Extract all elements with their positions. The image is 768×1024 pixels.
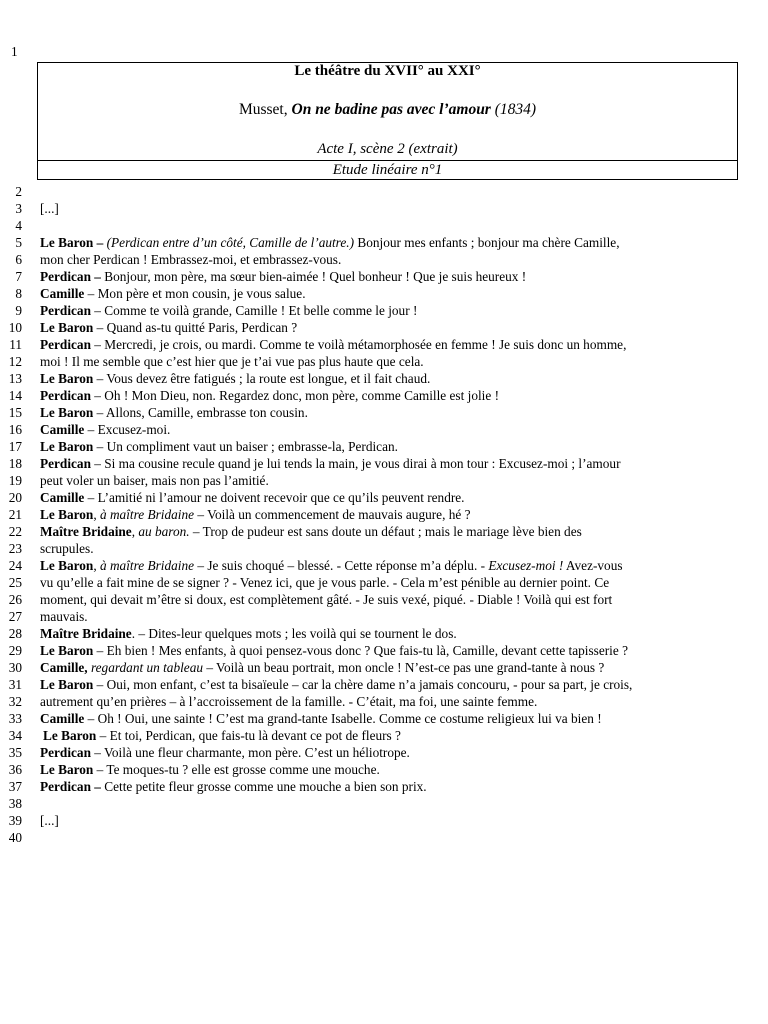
line-text xyxy=(40,455,744,472)
stage-direction: Excusez-moi ! xyxy=(488,558,564,573)
line-text xyxy=(40,404,744,421)
text-line xyxy=(0,659,768,676)
line-number: 12 xyxy=(8,354,22,369)
line-text xyxy=(40,489,744,506)
speaker-name: Le Baron xyxy=(40,507,94,522)
dialogue-text: moi ! Il me semble que c’est hier que je t’ai vue pas plus haute que cela. xyxy=(40,354,424,369)
dialogue-text: Avez-vous xyxy=(563,558,623,573)
line-text xyxy=(40,387,744,404)
text-line xyxy=(0,574,768,591)
dialogue-text: – Voilà un beau portrait, mon oncle ! N’est-ce pas une grand-tante à nous ? xyxy=(203,660,605,675)
dialogue-text: [...] xyxy=(40,813,59,828)
speaker-name: Le Baron xyxy=(40,439,94,454)
dialogue-text: – Voilà une fleur charmante, mon père. C’est un héliotrope. xyxy=(90,745,410,760)
line-number: 14 xyxy=(8,388,22,403)
text-line xyxy=(0,285,768,302)
line-number: 3 xyxy=(15,201,22,216)
line-number: 39 xyxy=(8,813,22,828)
text-line xyxy=(0,489,768,506)
line-text xyxy=(40,642,744,659)
text-line xyxy=(0,557,768,574)
line-number: 24 xyxy=(8,558,22,573)
text-line xyxy=(0,608,768,625)
dialogue-text: – L’amitié ni l’amour ne doivent recevoir que ce qu’ils peuvent rendre. xyxy=(84,490,465,505)
text-line xyxy=(0,472,768,489)
text-body xyxy=(0,183,768,846)
dialogue-text: – Oh ! Mon Dieu, non. Regardez donc, mon père, comme Camille est jolie ! xyxy=(90,388,500,403)
line-number: 18 xyxy=(8,456,22,471)
work-year: (1834) xyxy=(490,101,537,118)
speaker-name: Perdican xyxy=(40,456,91,471)
text-line xyxy=(0,404,768,421)
dialogue-text: – Je suis choqué – blessé. - Cette réponse m’a déplu. - xyxy=(194,558,489,573)
line-text xyxy=(40,336,744,353)
line-text xyxy=(40,557,744,574)
line-text xyxy=(40,319,744,336)
stage-direction: à maître Bridaine xyxy=(99,558,195,573)
text-line xyxy=(0,421,768,438)
speaker-name: Maître Bridaine xyxy=(40,626,132,641)
text-line xyxy=(0,540,768,557)
work-reference xyxy=(38,101,737,119)
text-line xyxy=(0,795,768,812)
text-line xyxy=(0,200,768,217)
text-line xyxy=(0,812,768,829)
work-title: On ne badine pas avec l’amour xyxy=(291,101,491,118)
line-number: 6 xyxy=(15,252,22,267)
dialogue-text: vu qu’elle a fait mine de se signer ? - Venez ici, que je vous parle. - Cela m’est pénible au dernier point. Ce xyxy=(40,575,610,590)
stage-direction: à maître Bridaine xyxy=(99,507,195,522)
speaker-name: Le Baron xyxy=(40,405,94,420)
dialogue-text: Bonjour mes enfants ; bonjour ma chère Camille, xyxy=(354,235,620,250)
line-text xyxy=(43,727,744,744)
line-number: 35 xyxy=(8,745,22,760)
text-line xyxy=(0,183,768,200)
line-text xyxy=(40,778,744,795)
dialogue-text: – Oui, mon enfant, c’est ta bisaïeule – car la chère dame n’a jamais concouru, - pour sa part, je crois, xyxy=(93,677,633,692)
dialogue-text: – Quand as-tu quitté Paris, Perdican ? xyxy=(93,320,298,335)
dialogue-text: – Voilà un commencement de mauvais augure, hé ? xyxy=(194,507,471,522)
dialogue-text: – Mercredi, je crois, ou mardi. Comme te voilà métamorphosée en femme ! Je suis donc un homme, xyxy=(90,337,627,352)
dialogue-text: – Vous devez être fatigués ; la route est longue, et il fait chaud. xyxy=(93,371,431,386)
text-line xyxy=(0,506,768,523)
speaker-name: Perdican xyxy=(40,337,91,352)
dialogue-text: mauvais. xyxy=(40,609,88,624)
line-number: 19 xyxy=(8,473,22,488)
line-text xyxy=(40,676,744,693)
line-text xyxy=(40,200,744,217)
speaker-name: Camille, xyxy=(40,660,88,675)
speaker-name: Le Baron – xyxy=(40,235,107,250)
speaker-name: Le Baron xyxy=(43,728,97,743)
dialogue-text: , xyxy=(93,507,100,522)
text-line xyxy=(0,438,768,455)
dialogue-text: Bonjour, mon père, ma sœur bien-aimée ! Quel bonheur ! Que je suis heureux ! xyxy=(104,269,527,284)
line-number: 15 xyxy=(8,405,22,420)
text-line xyxy=(0,744,768,761)
line-number: 36 xyxy=(8,762,22,777)
line-text xyxy=(40,523,744,540)
text-line xyxy=(0,336,768,353)
speaker-name: Le Baron xyxy=(40,643,94,658)
stage-direction: au baron. xyxy=(138,524,190,539)
dialogue-text: – Si ma cousine recule quand je lui tends la main, je vous dirai à mon tour : Excusez-moi ; l’amour xyxy=(90,456,621,471)
speaker-name: Perdican xyxy=(40,388,91,403)
text-line xyxy=(0,217,768,234)
line-number: 37 xyxy=(8,779,22,794)
dialogue-text: autrement qu’en prières – à l’accroissement de la famille. - C’était, ma foi, une sainte femme. xyxy=(40,694,538,709)
dialogue-text: Cette petite fleur grosse comme une mouche a bien son prix. xyxy=(100,779,427,794)
stage-direction: regardant un tableau xyxy=(90,660,203,675)
text-line xyxy=(0,727,768,744)
dialogue-text: – Oh ! Oui, une sainte ! C’est ma grand-tante Isabelle. Comme ce costume religieux lui va bien ! xyxy=(84,711,602,726)
line-text xyxy=(40,710,744,727)
dialogue-text: . – Dites-leur quelques mots ; les voilà qui se tournent le dos. xyxy=(131,626,457,641)
header-box xyxy=(37,62,738,180)
dialogue-text: [...] xyxy=(40,201,59,216)
line-text xyxy=(40,251,744,268)
dialogue-text: – Te moques-tu ? elle est grosse comme une mouche. xyxy=(93,762,380,777)
line-text xyxy=(40,659,744,676)
line-text xyxy=(40,472,744,489)
line-text xyxy=(40,353,744,370)
text-line xyxy=(0,591,768,608)
text-line xyxy=(0,693,768,710)
line-text xyxy=(40,285,744,302)
line-text xyxy=(40,370,744,387)
line-number: 30 xyxy=(8,660,22,675)
line-number: 40 xyxy=(8,830,22,845)
speaker-name: Le Baron xyxy=(40,762,94,777)
line-number: 16 xyxy=(8,422,22,437)
dialogue-text: scrupules. xyxy=(40,541,94,556)
line-text xyxy=(40,608,744,625)
text-line xyxy=(0,302,768,319)
dialogue-text: – Mon père et mon cousin, je vous salue. xyxy=(84,286,306,301)
text-line xyxy=(0,625,768,642)
dialogue-text: – Comme te voilà grande, Camille ! Et belle comme le jour ! xyxy=(90,303,418,318)
act-scene: Acte I, scène 2 (extrait) xyxy=(317,141,458,157)
dialogue-text: – Trop de pudeur est sans doute un défaut ; mais le mariage lève bien des xyxy=(189,524,582,539)
speaker-name: Camille xyxy=(40,711,85,726)
line-number: 33 xyxy=(8,711,22,726)
speaker-name: Le Baron xyxy=(40,371,94,386)
dialogue-text: – Un compliment vaut un baiser ; embrasse-la, Perdican. xyxy=(93,439,398,454)
text-line xyxy=(0,761,768,778)
work-author: Musset, xyxy=(238,101,292,118)
text-line xyxy=(0,642,768,659)
line-number: 20 xyxy=(8,490,22,505)
text-line xyxy=(0,710,768,727)
line-text xyxy=(40,234,744,251)
line-text xyxy=(40,268,744,285)
line-number: 21 xyxy=(8,507,22,522)
line-text xyxy=(40,591,744,608)
line-number: 4 xyxy=(15,218,22,233)
dialogue-text: moment, qui devait m’être si doux, est complètement gâté. - Je suis vexé, piqué. - Diable ! Voilà qui est fort xyxy=(40,592,613,607)
text-line xyxy=(0,676,768,693)
line-number: 7 xyxy=(15,269,22,284)
text-line xyxy=(0,251,768,268)
dialogue-text: , xyxy=(93,558,100,573)
line-text xyxy=(40,574,744,591)
header-divider xyxy=(38,160,737,161)
line-number: 29 xyxy=(8,643,22,658)
speaker-name: Perdican – xyxy=(40,269,105,284)
line-number: 13 xyxy=(8,371,22,386)
line-number: 9 xyxy=(15,303,22,318)
line-number: 23 xyxy=(8,541,22,556)
dialogue-text: – Excusez-moi. xyxy=(84,422,171,437)
dialogue-text: – Et toi, Perdican, que fais-tu là devant ce pot de fleurs ? xyxy=(96,728,401,743)
speaker-name: Maître Bridaine xyxy=(40,524,132,539)
text-line xyxy=(0,778,768,795)
speaker-name: Perdican – xyxy=(40,779,101,794)
line-number: 2 xyxy=(15,184,22,199)
line-number: 22 xyxy=(8,524,22,539)
line-text xyxy=(40,438,744,455)
speaker-name: Camille xyxy=(40,286,85,301)
text-line xyxy=(0,234,768,251)
text-line xyxy=(0,523,768,540)
line-text xyxy=(40,421,744,438)
line-number: 10 xyxy=(8,320,22,335)
dialogue-text: – Allons, Camille, embrasse ton cousin. xyxy=(93,405,308,420)
dialogue-text: mon cher Perdican ! Embrassez-moi, et embrassez-vous. xyxy=(40,252,342,267)
line-number: 31 xyxy=(8,677,22,692)
line-text xyxy=(40,693,744,710)
stage-direction: (Perdican entre d’un côté, Camille de l’autre.) xyxy=(106,235,355,250)
line-text xyxy=(40,761,744,778)
text-line xyxy=(0,370,768,387)
speaker-name: Camille xyxy=(40,490,85,505)
line-number: 17 xyxy=(8,439,22,454)
page-number: 1 xyxy=(11,44,18,59)
line-number: 27 xyxy=(8,609,22,624)
text-line xyxy=(0,455,768,472)
study-label: Etude linéaire n°1 xyxy=(332,162,443,178)
speaker-name: Perdican xyxy=(40,745,91,760)
line-text xyxy=(40,812,744,829)
text-line xyxy=(0,353,768,370)
text-line xyxy=(0,829,768,846)
line-text xyxy=(40,506,744,523)
line-text xyxy=(40,302,744,319)
line-number: 38 xyxy=(8,796,22,811)
document-title: Le théâtre du XVII° au XXI° xyxy=(294,63,481,79)
line-number: 25 xyxy=(8,575,22,590)
line-number: 34 xyxy=(8,728,22,743)
speaker-name: Le Baron xyxy=(40,320,94,335)
speaker-name: Camille xyxy=(40,422,85,437)
line-number: 5 xyxy=(15,235,22,250)
dialogue-text: peut voler un baiser, mais non pas l’amitié. xyxy=(40,473,269,488)
speaker-name: Perdican xyxy=(40,303,91,318)
line-number: 32 xyxy=(8,694,22,709)
line-text xyxy=(40,744,744,761)
speaker-name: Le Baron xyxy=(40,677,94,692)
line-text xyxy=(40,625,744,642)
text-line xyxy=(0,319,768,336)
dialogue-text: , xyxy=(131,524,139,539)
text-line xyxy=(0,387,768,404)
line-number: 8 xyxy=(15,286,22,301)
dialogue-text: – Eh bien ! Mes enfants, à quoi pensez-vous donc ? Que fais-tu là, Camille, devant cette tapisserie ? xyxy=(93,643,628,658)
text-line xyxy=(0,268,768,285)
line-number: 26 xyxy=(8,592,22,607)
speaker-name: Le Baron xyxy=(40,558,94,573)
line-number: 11 xyxy=(9,337,22,352)
line-text xyxy=(40,540,744,557)
line-number: 28 xyxy=(8,626,22,641)
